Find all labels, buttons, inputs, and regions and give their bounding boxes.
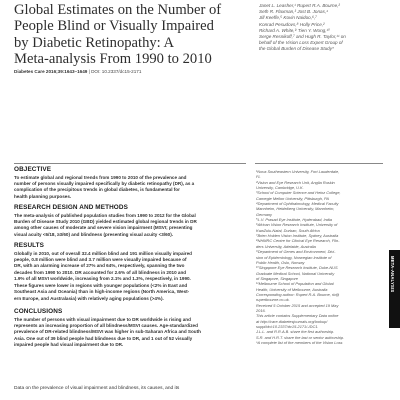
title-line: Global Estimates on the Number of [14, 2, 222, 18]
corresponding-author-line: rupertbourne.co.uk. [256, 297, 290, 303]
body-line: people, 0.8 million were blind and 3.7 million were visually impaired because of [14, 256, 187, 262]
body-line: These figures were lower in regions with younger populations (<2% in East and [14, 282, 188, 288]
section-heading: CONCLUSIONS [14, 308, 63, 315]
authorship-note-line: J.L.L. and R.R.A.B. share the first authorship. [256, 329, 335, 335]
affiliation-line: Health, University of Melbourne, Australia [256, 286, 328, 292]
body-line: Asia. One out of 39 blind people had blindness due to DR, and 1 out of 52 visually [14, 335, 193, 341]
title-line: Meta-analysis From 1990 to 2010 [14, 51, 212, 68]
abstract-divider [14, 163, 246, 164]
author-line: Konrad Pesudovs,⁸ Holly Price,² [259, 21, 325, 27]
section-side-tab [389, 250, 400, 328]
affiliation-line: Carnegie Mellon University, Pittsburgh, PA [256, 195, 329, 201]
section-heading: RESULTS [14, 242, 45, 249]
body-line: decades from 1990 to 2010. DR accounted for 2.6% of all blindness in 2010 and [14, 269, 187, 275]
affiliation-line: ³School of Computer Science and Heinz College, [256, 190, 341, 196]
journal-citation: Diabetes Care 2016;39:1643–1649 [14, 69, 88, 74]
body-line: ern Europe, and Australasia) with relatively aging populations (>4%). [14, 295, 164, 301]
body-line: visual acuity <6/18, ≥3/60) and blindness (presenting visual acuity <3/60). [14, 231, 174, 237]
affiliation-line: ²Vision and Eye Research Unit, Anglia Ruskin [256, 179, 335, 185]
section-heading: RESEARCH DESIGN AND METHODS [14, 204, 128, 211]
affiliation-line: ⁴Department of Ophthalmology, Medical Faculty [256, 201, 339, 207]
section-body [14, 175, 246, 201]
intro-paragraph: Data on the prevalence of visual impairment and blindness, its causes, and its [14, 386, 180, 391]
supplementary-link-line[interactable]: suppl/doi:10.2337/dc15-2171/-/DC1. [256, 323, 319, 329]
citation-line [14, 69, 141, 74]
author-line: Janet L. Leasher,¹ Rupert R.A. Bourne,² [259, 3, 340, 8]
footnote-line: *A complete list of the members of the Vision Loss [256, 340, 343, 345]
author-line: Richard A. White,⁹ Tien Y. Wong,¹⁰ [259, 27, 330, 33]
body-line: Globally in 2010, out of overall 32.4 million blind and 191 million visually impaired [14, 250, 192, 256]
abstract-section-objective [14, 166, 246, 200]
affiliation-line: ⁵L.V. Prasad Eye Institute, Hyderabad, India [256, 217, 332, 223]
author-line: behalf of the Vision Loss Expert Group of [259, 40, 343, 46]
body-line: represents an increasing proportion of all blindness/MSVI causes. Age-standardized [14, 322, 198, 328]
affiliation-line: KwaZulu-Natal, Durban, South Africa [256, 227, 320, 233]
supplementary-link-line[interactable]: at http://care.diabetesjournals.org/lookup/ [256, 318, 328, 324]
side-tab-label: META-ANALYSIS [390, 256, 395, 293]
affiliation-line: of Singapore, Singapore [256, 275, 298, 281]
affiliation-line: ¹Nova Southeastern University, Fort Lauderdale, [256, 169, 340, 174]
corresponding-author-line: Corresponding author: Rupert R.A. Bourne, rb@ [256, 291, 340, 297]
body-line: impaired people had visual impairment due to DR. [14, 342, 124, 348]
body-line: prevalence of DR-related blindness/MSVI was higher in sub-Saharan Africa and South [14, 329, 201, 335]
affiliation-line: Public Health, Oslo, Norway [256, 259, 305, 265]
affiliation-line: University, Cambridge, U.K. [256, 185, 304, 191]
abstract-section-results [14, 242, 246, 302]
affiliation-line: Graduate Medical School, National University [256, 270, 335, 276]
author-line: Jill Keeffe,⁵ Kovin Naidoo,⁶,⁷ [259, 15, 317, 21]
body-line: health planning purposes. [14, 193, 72, 199]
body-line: among other causes of moderate and severe vision impairment (MSVI; presenting [14, 225, 193, 231]
body-line: Burden of Disease Study 2010 (GBD) yielded estimated global regional trends in DR [14, 218, 197, 224]
body-line: The number of persons with visual impairment due to DR worldwide is rising and [14, 316, 191, 322]
section-body [14, 251, 246, 303]
affiliation-line: FL [256, 174, 261, 180]
body-line: number of persons visually impaired specifically by diabetic retinopathy (DR), as a [14, 180, 195, 186]
affiliation-line: ders University, Adelaide, Australia [256, 243, 316, 249]
affiliations [256, 169, 384, 345]
title-line: by Diabetic Retinopathy: A [14, 34, 175, 51]
title-line: People Blind or Visually Impaired [14, 18, 214, 35]
body-line: The meta-analysis of published population studies from 1990 to 2012 for the Global [14, 212, 196, 218]
authorship-note-line: S.R. and H.R.T. share the last or senior authorship. [256, 334, 345, 340]
affiliation-line: ⁹Department of Genes and Environment, Divi- [256, 249, 336, 255]
body-line: Southeast Asia and Oceania) than in high-income regions (North America, West- [14, 289, 190, 295]
supplementary-note-line: This article contains Supplementary Data online [256, 313, 339, 319]
section-heading: OBJECTIVE [14, 166, 52, 173]
affiliation-line: ⁶African Vision Research Institute, University of [256, 222, 338, 228]
received-date-line: 2016. [256, 307, 266, 313]
doi-link[interactable]: | DOI: 10.2337/dc15-2171 [88, 69, 142, 74]
affiliation-line: Mannheim, Heidelberg University, Mannheim, [256, 206, 335, 212]
paper-title [14, 2, 252, 68]
affiliation-line: ⁸NHMRC Centre for Clinical Eye Research, Flin- [256, 238, 340, 244]
body-line: DR, with an alarming increase of 27% and 64%, respectively, spanning the two [14, 263, 185, 269]
affiliation-line: Germany [256, 211, 272, 217]
affiliations-divider [255, 163, 383, 164]
author-line: the Global Burden of Disease Study* [259, 46, 334, 52]
abstract-section-methods [14, 204, 246, 238]
body-line: complication of the precipitous trends in global diabetes, is fundamental for [14, 187, 180, 193]
received-date-line: Received 5 October 2015 and accepted 19 May [256, 302, 339, 308]
section-body [14, 213, 246, 239]
section-body [14, 317, 246, 349]
body-line: 1.9% of all MSVI worldwide, increasing from 2.1% and 1.3%, respectively, in 1990. [14, 276, 191, 282]
affiliation-line: sion of Epidemiology, Norwegian Institute of [256, 254, 332, 260]
abstract-section-conclusions [14, 308, 246, 349]
author-line: Seth R. Flaxman,³ Jost B. Jonas,⁴ [259, 9, 329, 15]
affiliation-line: ¹⁰Singapore Eye Research Institute, Duke-NUS [256, 265, 338, 271]
author-line: Serge Resnikoff,⁷ and Hugh R. Taylor,¹¹ on [259, 34, 346, 40]
body-line: To estimate global and regional trends from 1990 to 2010 of the prevalence and [14, 174, 187, 180]
affiliation-line: ¹¹Melbourne School of Population and Global [256, 281, 334, 287]
author-list [259, 3, 385, 53]
affiliation-line: ⁷Brien Holden Vision Institute, Sydney, Australia [256, 233, 339, 239]
